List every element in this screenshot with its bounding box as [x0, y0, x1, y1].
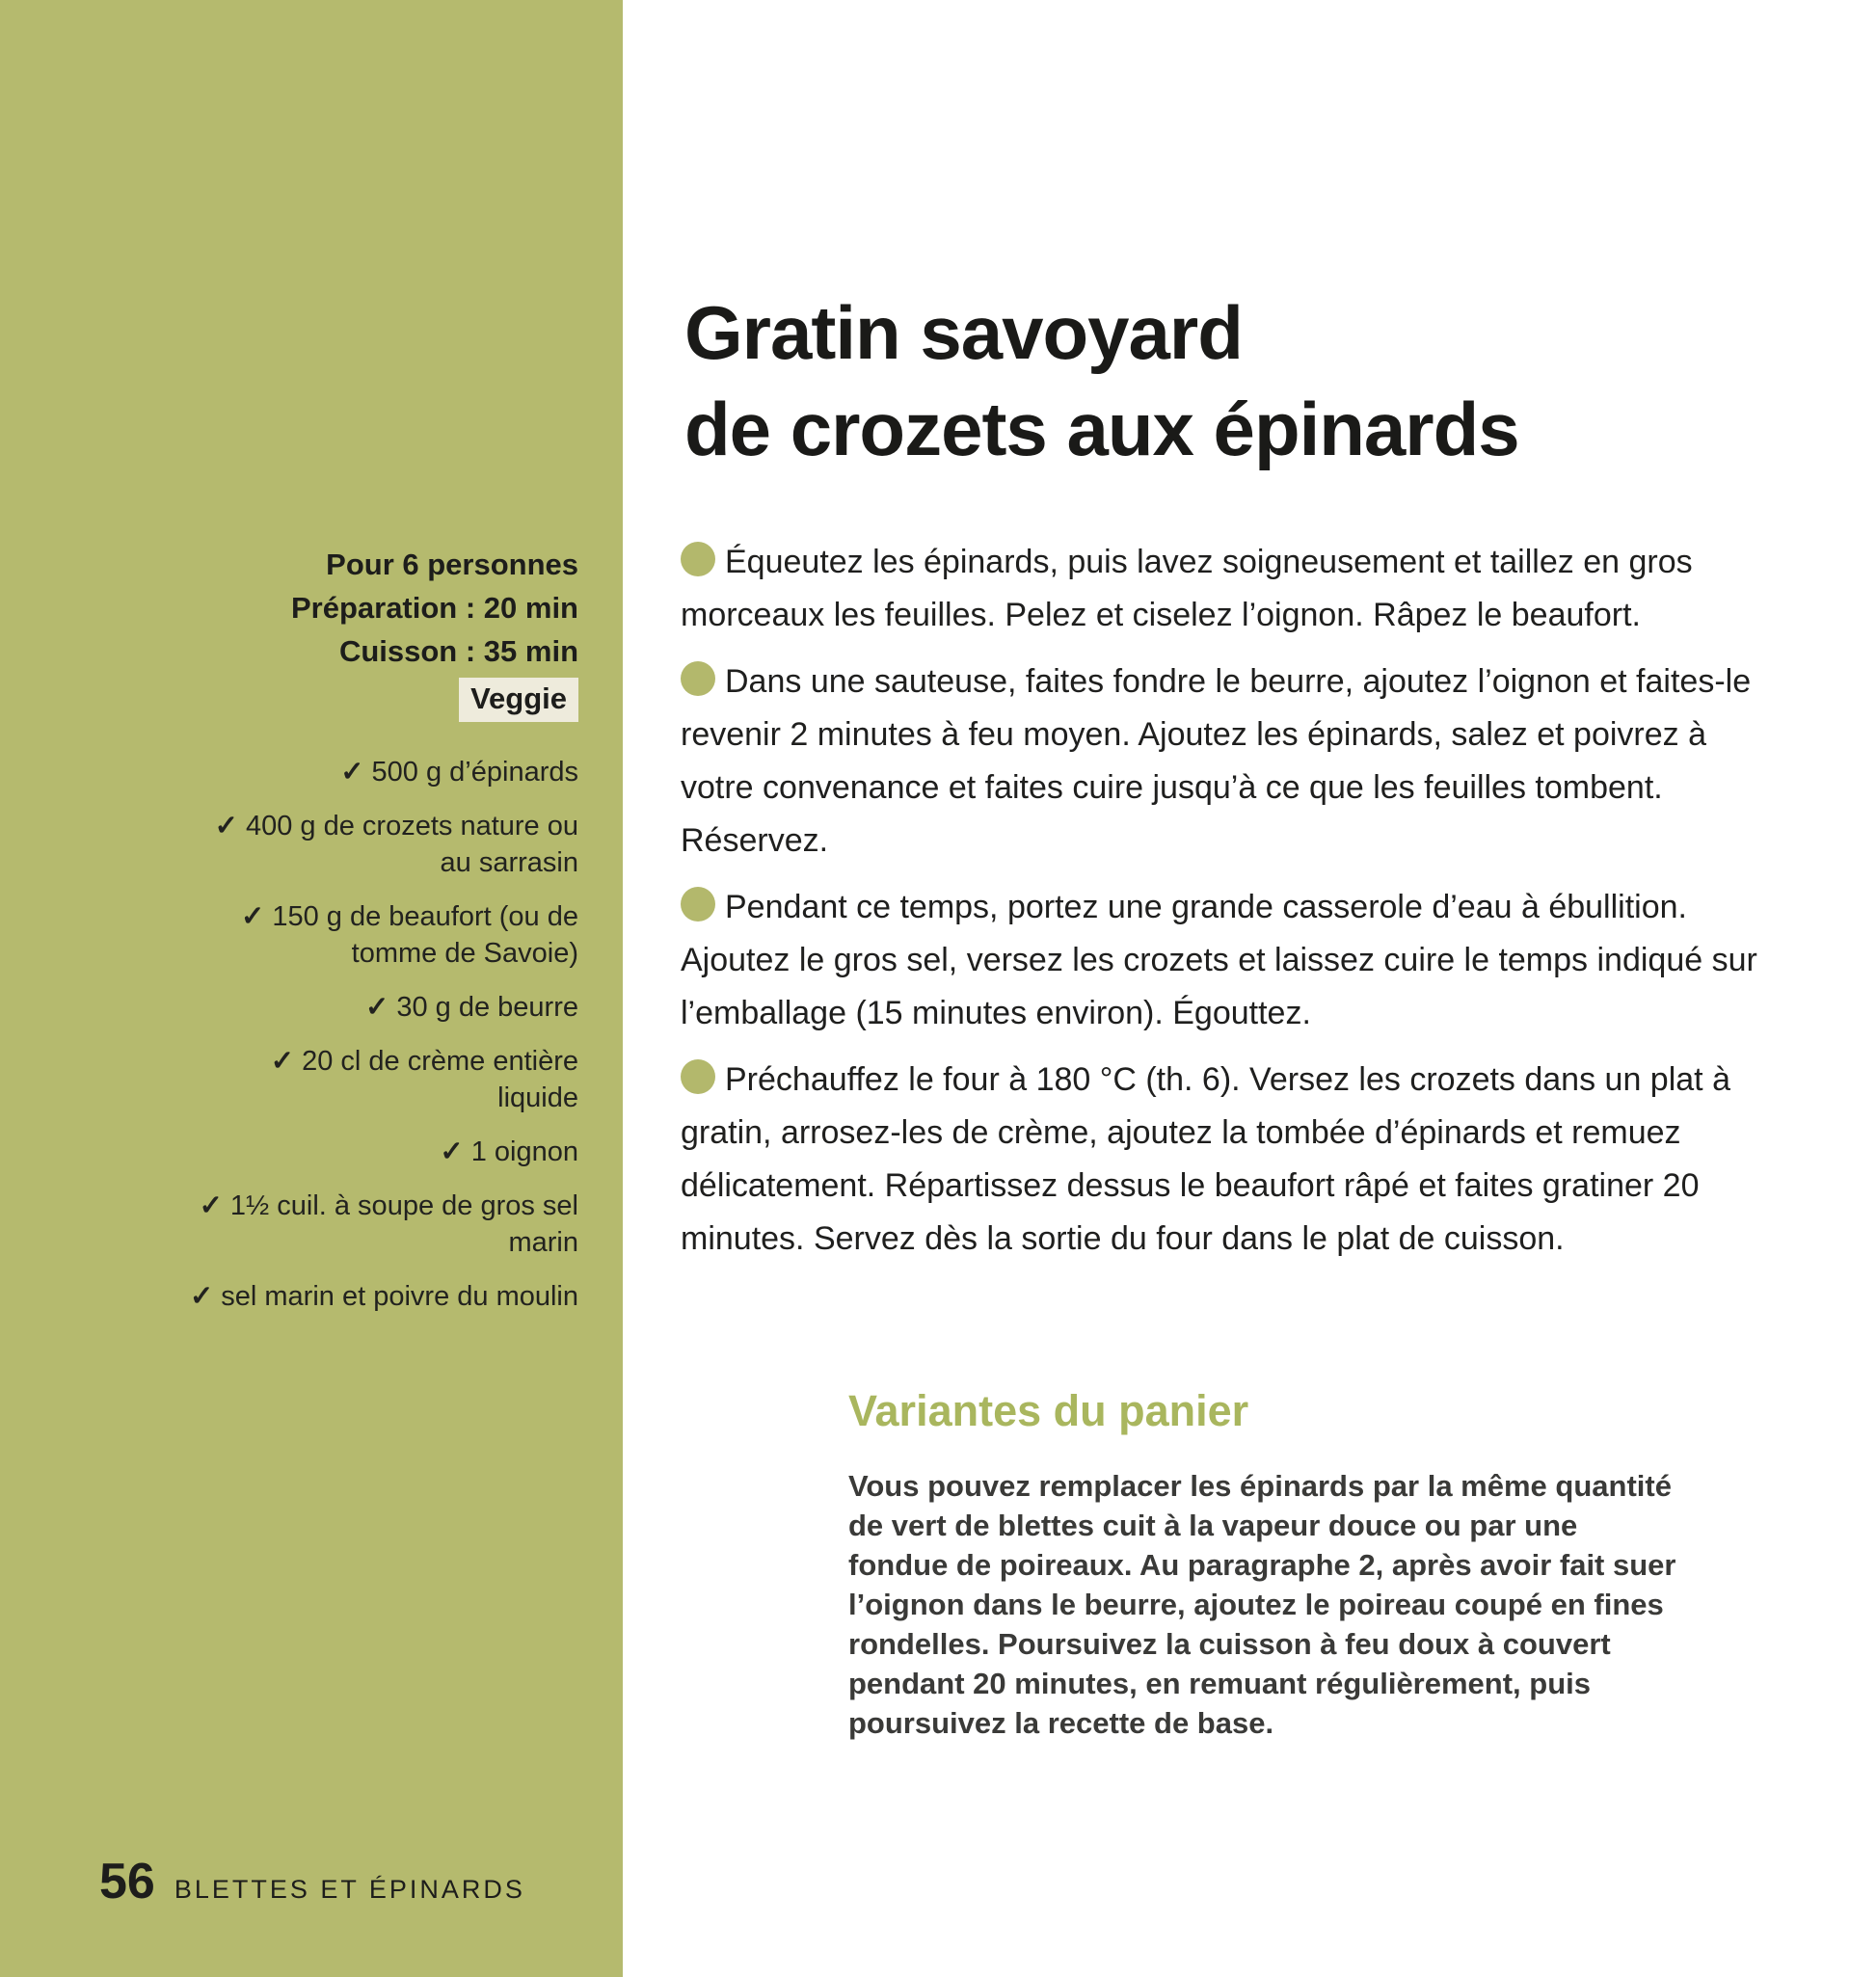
check-icon: ✓: [440, 1136, 464, 1167]
recipe-title-line2: de crozets aux épinards: [684, 387, 1519, 472]
step-bullet-icon: [681, 542, 715, 576]
ingredient-text: 150 g de beaufort (ou de tomme de Savoie): [272, 901, 578, 969]
ingredient-item: [183, 1188, 578, 1261]
recipe-title: [684, 284, 1519, 477]
recipe-step: [681, 655, 1770, 868]
step-text: Préchauffez le four à 180 °C (th. 6). Versez les crozets dans un plat à gratin, arrosez-les de crème, ajoutez la tombée d’épinards et remuez délicatement. Répartissez dessus le beaufort râpé et faites gratiner 20 minutes. Servez dès la sortie du four dans le plat de cuisson.: [681, 1061, 1730, 1257]
step-text: Équeutez les épinards, puis lavez soigneusement et taillez en gros morceaux les feuilles. Pelez et ciselez l’oignon. Râpez le beaufort.: [681, 544, 1693, 633]
step-text: Dans une sauteuse, faites fondre le beurre, ajoutez l’oignon et faites-le revenir 2 minutes à feu moyen. Ajoutez les épinards, salez et poivrez à votre convenance et faites cuire jusqu’à ce que les feuilles tombent. Réservez.: [681, 663, 1752, 859]
step-bullet-icon: [681, 1059, 715, 1094]
ingredient-item: [183, 808, 578, 881]
ingredient-item: [183, 754, 578, 790]
recipe-step: [681, 881, 1770, 1040]
chapter-label: BLETTES ET ÉPINARDS: [174, 1875, 525, 1904]
recipe-steps: [681, 536, 1770, 1279]
ingredient-text: sel marin et poivre du moulin: [221, 1281, 578, 1312]
check-icon: ✓: [189, 1281, 214, 1312]
check-icon: ✓: [340, 757, 364, 788]
check-icon: ✓: [214, 811, 238, 842]
ingredients-list: [183, 754, 578, 1332]
check-icon: ✓: [241, 901, 265, 932]
prep-time-text: Préparation : 20 min: [290, 591, 578, 625]
ingredient-item: [183, 1278, 578, 1315]
ingredient-text: 500 g d’épinards: [371, 757, 578, 788]
recipe-step: [681, 1054, 1770, 1266]
ingredient-text: 1½ cuil. à soupe de gros sel marin: [229, 1190, 578, 1258]
ingredient-item: [183, 1043, 578, 1116]
veggie-badge: Veggie: [459, 678, 578, 722]
ingredient-text: 20 cl de crème entière liquide: [302, 1046, 578, 1113]
page-footer: [99, 1853, 525, 1910]
cook-time-text: Cuisson : 35 min: [338, 634, 578, 668]
step-bullet-icon: [681, 887, 715, 922]
ingredient-text: 400 g de crozets nature ou au sarrasin: [245, 811, 578, 878]
ingredient-text: 30 g de beurre: [396, 992, 578, 1023]
ingredient-item: [183, 1134, 578, 1170]
variants-heading: Variantes du panier: [848, 1386, 1249, 1435]
ingredient-item: [183, 898, 578, 972]
ingredient-item: [183, 989, 578, 1026]
recipe-content: [623, 0, 1876, 1977]
diet-badge-row: [39, 678, 578, 722]
check-icon: ✓: [199, 1190, 223, 1221]
variants-section: [848, 1386, 1677, 1773]
recipe-step: [681, 536, 1770, 642]
servings-text: Pour 6 personnes: [326, 548, 578, 581]
sidebar: [0, 0, 623, 1977]
check-icon: ✓: [365, 992, 389, 1023]
recipe-meta: [39, 543, 578, 722]
step-text: Pendant ce temps, portez une grande casserole d’eau à ébullition. Ajoutez le gros sel, versez les crozets et laissez cuire le temps indiqué sur l’emballage (15 minutes environ). Égouttez.: [681, 889, 1757, 1031]
check-icon: ✓: [270, 1046, 295, 1077]
variants-body-text: Vous pouvez remplacer les épinards par la même quantité de vert de blettes cuit à la vapeur douce ou par une fondue de poireaux. Au paragraphe 2, après avoir fait suer l’oignon dans le beurre, ajoutez le poireau coupé en fines rondelles. Poursuivez la cuisson à feu doux à couvert pendant 20 minutes, en remuant régulièrement, puis poursuivez la recette de base.: [848, 1469, 1676, 1740]
step-bullet-icon: [681, 661, 715, 696]
ingredient-text: 1 oignon: [470, 1136, 578, 1167]
page-number: 56: [99, 1854, 155, 1910]
recipe-title-line1: Gratin savoyard: [684, 290, 1243, 376]
